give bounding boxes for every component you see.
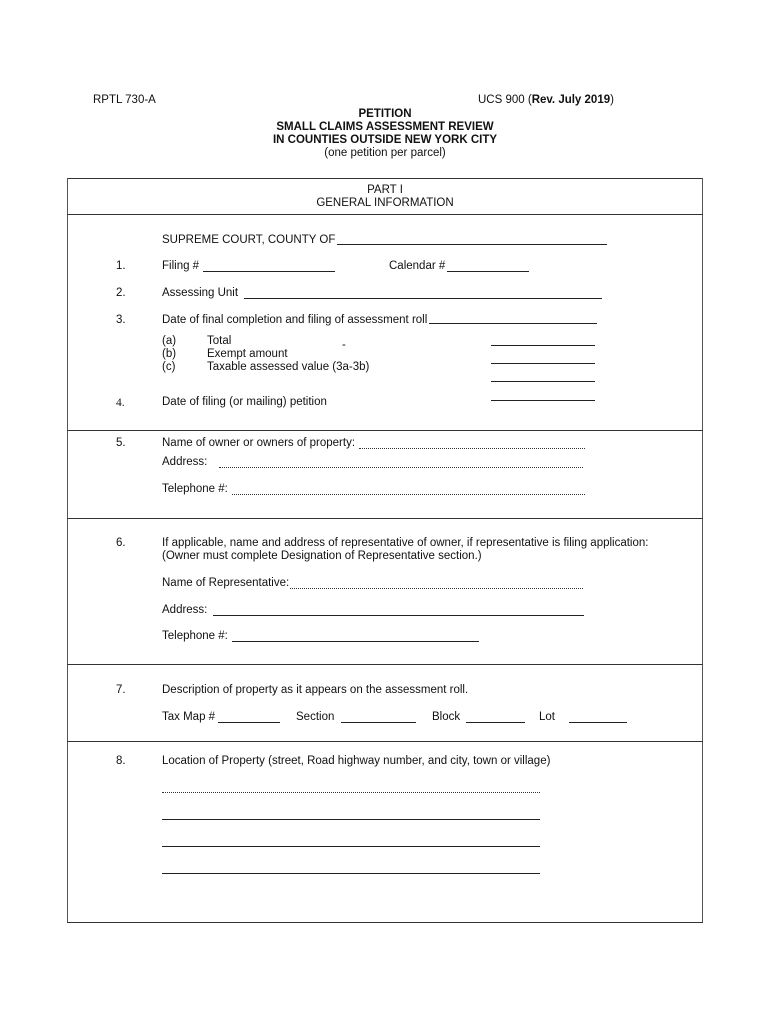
item-number-6: 6. — [116, 537, 126, 549]
location-label: Location of Property (street, Road highway number, and city, town or village) — [162, 755, 551, 767]
section-field[interactable] — [341, 722, 416, 723]
owner-phone-field[interactable] — [232, 494, 585, 495]
item-number-7: 7. — [116, 684, 126, 696]
total-field[interactable] — [491, 345, 595, 346]
date-filing-label: Date of filing (or mailing) petition — [162, 396, 327, 408]
filing-label: Filing # — [162, 260, 200, 272]
form-title: PETITION — [358, 108, 412, 120]
form-title-line3: IN COUNTIES OUTSIDE NEW YORK CITY — [272, 134, 498, 146]
form-subtitle: (one petition per parcel) — [324, 147, 446, 159]
location-line-1[interactable] — [162, 792, 540, 793]
owner-phone-label: Telephone #: — [162, 483, 228, 495]
section-divider-6 — [67, 518, 703, 519]
total-label: Total — [207, 335, 232, 347]
item-number-1: 1. — [116, 260, 126, 272]
item-number-8: 8. — [116, 755, 126, 767]
rep-phone-label: Telephone #: — [162, 630, 228, 642]
section-divider-7 — [67, 664, 703, 665]
ucs-close: ) — [610, 94, 614, 106]
part-subtitle: GENERAL INFORMATION — [316, 197, 454, 209]
part-title: PART I — [367, 184, 403, 196]
date-final-field[interactable] — [429, 323, 597, 324]
court-label: SUPREME COURT, COUNTY OF — [162, 234, 336, 246]
box-top-border — [67, 178, 703, 179]
section-label: Section — [296, 711, 335, 723]
rep-address-field[interactable] — [213, 615, 584, 616]
lot-field[interactable] — [569, 722, 627, 723]
box-bottom-border — [67, 922, 703, 923]
representative-note: (Owner must complete Designation of Representative section.) — [162, 550, 482, 562]
exempt-amount-field[interactable] — [491, 363, 595, 364]
lot-label: Lot — [539, 711, 555, 723]
date-final-label: Date of final completion and filing of assessment roll — [162, 314, 428, 326]
calendar-number-field[interactable] — [447, 271, 529, 272]
date-filing-field[interactable] — [491, 400, 595, 401]
ucs-label: UCS 900 ( — [478, 94, 532, 106]
description-label: Description of property as it appears on the assessment roll. — [162, 684, 469, 696]
item-number-2: 2. — [116, 287, 126, 299]
form-code: RPTL 730-A — [93, 94, 156, 106]
owner-address-field[interactable] — [219, 467, 583, 468]
box-left-border — [67, 178, 68, 923]
block-field[interactable] — [466, 722, 525, 723]
item-number-5: 5. — [116, 437, 126, 449]
tax-map-label: Tax Map # — [162, 711, 216, 723]
block-label: Block — [432, 711, 461, 723]
ucs-revision: Rev. July 2019 — [531, 94, 611, 106]
exempt-amount-label: Exempt amount — [207, 348, 288, 360]
owner-name-field[interactable] — [359, 448, 585, 449]
location-line-4[interactable] — [162, 873, 540, 874]
sub-a-label: (a) — [162, 335, 177, 347]
location-line-3[interactable] — [162, 846, 540, 847]
rep-phone-field[interactable] — [232, 641, 479, 642]
taxable-value-field[interactable] — [491, 381, 595, 382]
part-divider — [67, 214, 703, 215]
rep-name-label: Name of Representative: — [162, 577, 290, 589]
sub-b-label: (b) — [162, 348, 177, 360]
owner-name-label: Name of owner or owners of property: — [162, 437, 356, 449]
dash-mark: - — [342, 339, 346, 351]
form-title-line2: SMALL CLAIMS ASSESSMENT REVIEW — [276, 121, 494, 133]
item-number-3: 3. — [116, 314, 126, 326]
section-divider-8 — [67, 741, 703, 742]
assessing-unit-label: Assessing Unit — [162, 287, 239, 299]
owner-address-label: Address: — [162, 456, 208, 468]
sub-c-label: (c) — [162, 361, 176, 373]
box-right-border — [702, 178, 703, 923]
location-line-2[interactable] — [162, 819, 540, 820]
taxable-value-label: Taxable assessed value (3a-3b) — [207, 361, 370, 373]
representative-intro: If applicable, name and address of representative of owner, if representative is filing application: — [162, 537, 649, 549]
filing-number-field[interactable] — [203, 271, 335, 272]
county-field[interactable] — [337, 244, 607, 245]
item-number-4: 4. — [116, 397, 125, 409]
rep-address-label: Address: — [162, 604, 208, 616]
rep-name-field[interactable] — [290, 588, 583, 589]
assessing-unit-field[interactable] — [244, 298, 602, 299]
tax-map-field[interactable] — [218, 722, 280, 723]
ucs-form-number — [478, 94, 614, 106]
calendar-label: Calendar # — [389, 260, 446, 272]
section-divider-5 — [67, 430, 703, 431]
